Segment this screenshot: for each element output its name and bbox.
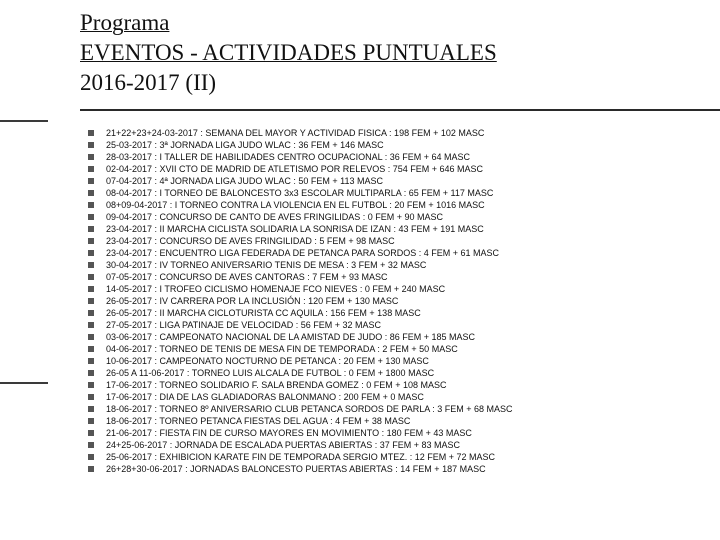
square-bullet-icon: [88, 334, 94, 340]
list-item: [88, 403, 513, 415]
list-item: [88, 271, 513, 283]
square-bullet-icon: [88, 166, 94, 172]
square-bullet-icon: [88, 394, 94, 400]
list-item: [88, 151, 513, 163]
square-bullet-icon: [88, 154, 94, 160]
square-bullet-icon: [88, 442, 94, 448]
event-list: [88, 127, 513, 475]
square-bullet-icon: [88, 310, 94, 316]
left-accent-rule-bottom: [0, 382, 48, 384]
square-bullet-icon: [88, 142, 94, 148]
event-text: 18-06-2017 : TORNEO PETANCA FIESTAS DEL AGUA : 4 FEM + 38 MASC: [106, 416, 411, 426]
event-text: 25-06-2017 : EXHIBICION KARATE FIN DE TEMPORADA SERGIO MTEZ. : 12 FEM + 72 MASC: [106, 452, 496, 462]
square-bullet-icon: [88, 298, 94, 304]
list-item: [88, 319, 513, 331]
list-item: [88, 367, 513, 379]
event-text: 26-05 A 11-06-2017 : TORNEO LUIS ALCALA DE FUTBOL : 0 FEM + 1800 MASC: [106, 368, 435, 378]
square-bullet-icon: [88, 418, 94, 424]
square-bullet-icon: [88, 370, 94, 376]
list-item: [88, 247, 513, 259]
event-text: 17-06-2017 : TORNEO SOLIDARIO F. SALA BRENDA GOMEZ : 0 FEM + 108 MASC: [106, 380, 447, 390]
list-item: [88, 307, 513, 319]
square-bullet-icon: [88, 382, 94, 388]
list-item: [88, 175, 513, 187]
list-item: [88, 223, 513, 235]
title-divider: [80, 109, 720, 111]
list-item: [88, 127, 513, 139]
list-item: [88, 235, 513, 247]
title-line-season: 2016-2017 (II): [80, 70, 217, 95]
event-text: 27-05-2017 : LIGA PATINAJE DE VELOCIDAD : 56 FEM + 32 MASC: [106, 320, 382, 330]
square-bullet-icon: [88, 466, 94, 472]
square-bullet-icon: [88, 130, 94, 136]
list-item: [88, 187, 513, 199]
list-item: [88, 283, 513, 295]
event-text: 26-05-2017 : IV CARRERA POR LA INCLUSIÓN : 120 FEM + 130 MASC: [106, 296, 399, 306]
list-item: [88, 139, 513, 151]
event-text: 28-03-2017 : I TALLER DE HABILIDADES CENTRO OCUPACIONAL : 36 FEM + 64 MASC: [106, 152, 471, 162]
square-bullet-icon: [88, 322, 94, 328]
list-item: [88, 415, 513, 427]
list-item: [88, 259, 513, 271]
event-text: 24+25-06-2017 : JORNADA DE ESCALADA PUERTAS ABIERTAS : 37 FEM + 83 MASC: [106, 440, 460, 450]
event-text: 09-04-2017 : CONCURSO DE CANTO DE AVES FRINGILIDAS : 0 FEM + 90 MASC: [106, 212, 444, 222]
title-line-eventos: EVENTOS - ACTIVIDADES PUNTUALES: [80, 40, 497, 65]
list-item: [88, 463, 513, 475]
list-item: [88, 211, 513, 223]
event-text: 26+28+30-06-2017 : JORNADAS BALONCESTO PUERTAS ABIERTAS : 14 FEM + 187 MASC: [106, 464, 486, 474]
square-bullet-icon: [88, 190, 94, 196]
event-text: 30-04-2017 : IV TORNEO ANIVERSARIO TENIS DE MESA : 3 FEM + 32 MASC: [106, 260, 427, 270]
list-item: [88, 391, 513, 403]
list-item: [88, 427, 513, 439]
event-text: 04-06-2017 : TORNEO DE TENIS DE MESA FIN DE TEMPORADA : 2 FEM + 50 MASC: [106, 344, 458, 354]
event-text: 21-06-2017 : FIESTA FIN DE CURSO MAYORES EN MOVIMIENTO : 180 FEM + 43 MASC: [106, 428, 472, 438]
square-bullet-icon: [88, 358, 94, 364]
event-text: 10-06-2017 : CAMPEONATO NOCTURNO DE PETANCA : 20 FEM + 130 MASC: [106, 356, 429, 366]
page-title: [80, 8, 497, 98]
event-text: 23-04-2017 : ENCUENTRO LIGA FEDERADA DE PETANCA PARA SORDOS : 4 FEM + 61 MASC: [106, 248, 500, 258]
square-bullet-icon: [88, 214, 94, 220]
square-bullet-icon: [88, 250, 94, 256]
left-accent-rule-top: [0, 120, 48, 122]
list-item: [88, 163, 513, 175]
square-bullet-icon: [88, 430, 94, 436]
list-item: [88, 379, 513, 391]
title-line-programa: Programa: [80, 10, 170, 35]
event-text: 03-06-2017 : CAMPEONATO NACIONAL DE LA AMISTAD DE JUDO : 86 FEM + 185 MASC: [106, 332, 476, 342]
event-text: 21+22+23+24-03-2017 : SEMANA DEL MAYOR Y ACTIVIDAD FISICA : 198 FEM + 102 MASC: [106, 128, 485, 138]
list-item: [88, 355, 513, 367]
list-item: [88, 439, 513, 451]
event-text: 18-06-2017 : TORNEO 8º ANIVERSARIO CLUB PETANCA SORDOS DE PARLA : 3 FEM + 68 MASC: [106, 404, 513, 414]
square-bullet-icon: [88, 226, 94, 232]
event-text: 07-04-2017 : 4ª JORNADA LIGA JUDO WLAC : 50 FEM + 113 MASC: [106, 176, 384, 186]
square-bullet-icon: [88, 178, 94, 184]
list-item: [88, 451, 513, 463]
event-text: 25-03-2017 : 3ª JORNADA LIGA JUDO WLAC : 36 FEM + 146 MASC: [106, 140, 384, 150]
square-bullet-icon: [88, 346, 94, 352]
square-bullet-icon: [88, 274, 94, 280]
event-text: 17-06-2017 : DIA DE LAS GLADIADORAS BALONMANO : 200 FEM + 0 MASC: [106, 392, 424, 402]
event-text: 14-05-2017 : I TROFEO CICLISMO HOMENAJE FCO NIEVES : 0 FEM + 240 MASC: [106, 284, 446, 294]
square-bullet-icon: [88, 202, 94, 208]
list-item: [88, 331, 513, 343]
event-text: 02-04-2017 : XVII CTO DE MADRID DE ATLETISMO POR RELEVOS : 754 FEM + 646 MASC: [106, 164, 484, 174]
event-text: 23-04-2017 : II MARCHA CICLISTA SOLIDARIA LA SONRISA DE IZAN : 43 FEM + 191 MASC: [106, 224, 484, 234]
event-text: 07-05-2017 : CONCURSO DE AVES CANTORAS : 7 FEM + 93 MASC: [106, 272, 388, 282]
list-item: [88, 343, 513, 355]
event-text: 23-04-2017 : CONCURSO DE AVES FRINGILIDAD : 5 FEM + 98 MASC: [106, 236, 395, 246]
square-bullet-icon: [88, 454, 94, 460]
event-text: 08-04-2017 : I TORNEO DE BALONCESTO 3x3 ESCOLAR MULTIPARLA : 65 FEM + 117 MASC: [106, 188, 494, 198]
event-text: 08+09-04-2017 : I TORNEO CONTRA LA VIOLENCIA EN EL FUTBOL : 20 FEM + 1016 MASC: [106, 200, 485, 210]
square-bullet-icon: [88, 262, 94, 268]
list-item: [88, 199, 513, 211]
square-bullet-icon: [88, 238, 94, 244]
list-item: [88, 295, 513, 307]
square-bullet-icon: [88, 406, 94, 412]
event-text: 26-05-2017 : II MARCHA CICLOTURISTA CC AQUILA : 156 FEM + 138 MASC: [106, 308, 421, 318]
square-bullet-icon: [88, 286, 94, 292]
